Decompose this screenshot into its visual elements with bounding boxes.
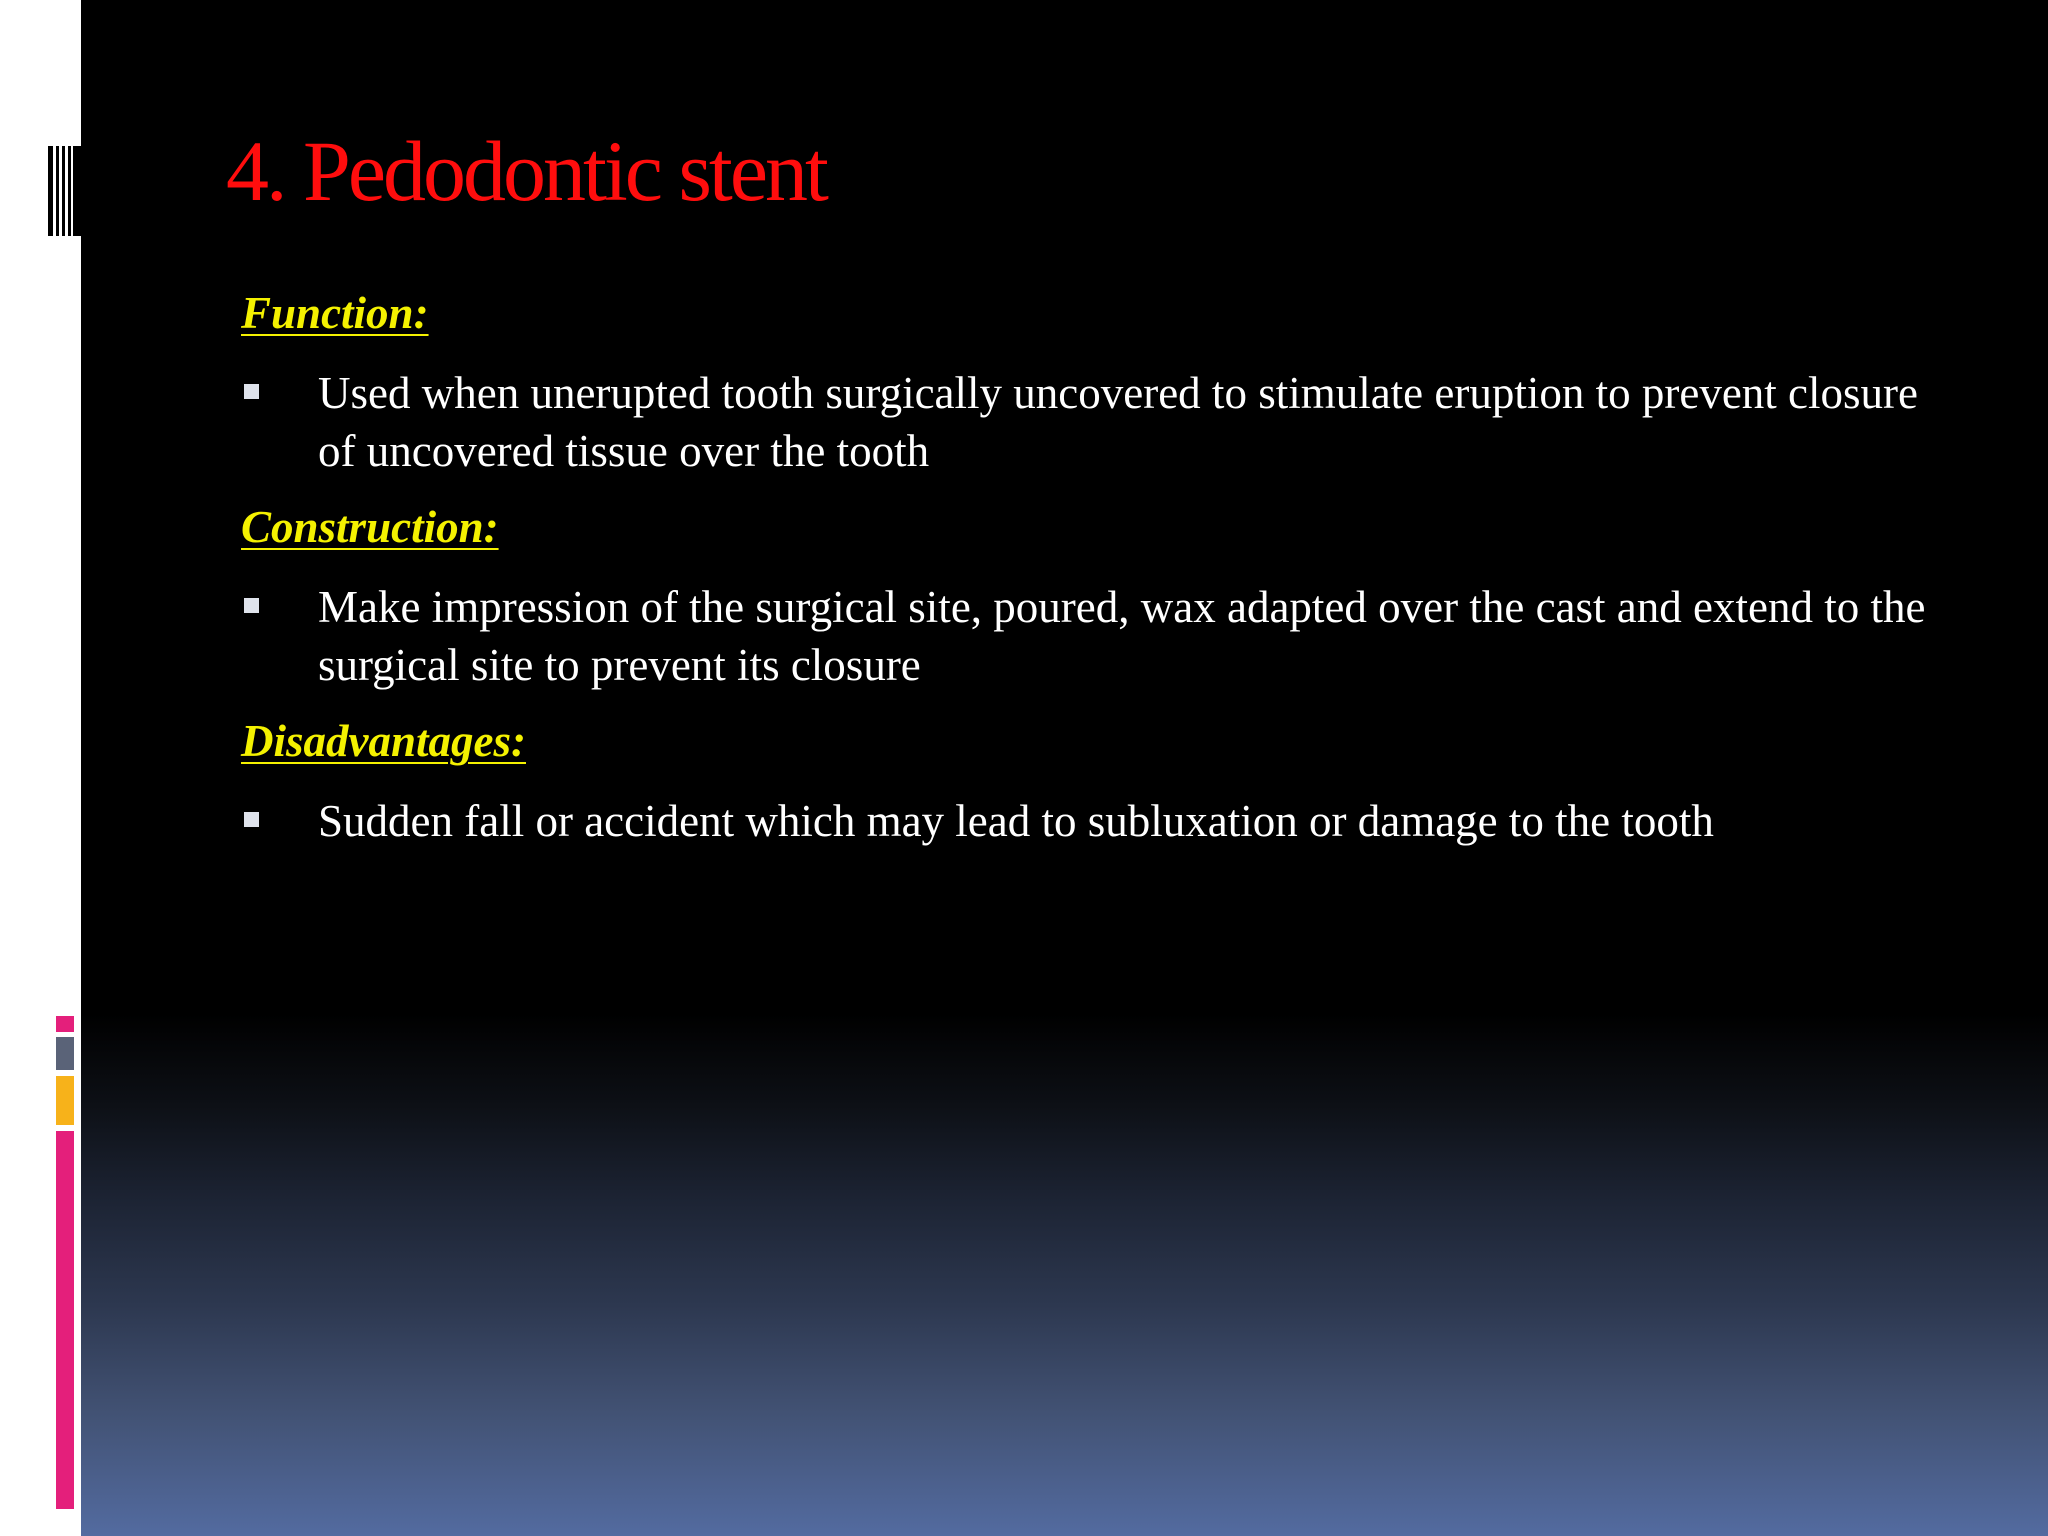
square-bullet-icon bbox=[244, 384, 259, 399]
section-heading-disadvantages: Disadvantages: bbox=[241, 716, 526, 766]
square-bullet-icon bbox=[244, 598, 259, 613]
section-heading-function: Function: bbox=[241, 288, 429, 338]
bullet-text-construction: Make impression of the surgical site, poured, wax adapted over the cast and extend to the surgical site to prevent its closure bbox=[318, 582, 1926, 690]
slide-title: 4. Pedodontic stent bbox=[226, 123, 826, 219]
square-bullet-icon bbox=[244, 812, 259, 827]
section-heading-construction: Construction: bbox=[241, 502, 499, 552]
bullet-text-disadvantages: Sudden fall or accident which may lead to subluxation or damage to the tooth bbox=[318, 796, 1714, 846]
bullet-text-function: Used when unerupted tooth surgically uncovered to stimulate eruption to prevent closure of uncovered tissue over the tooth bbox=[318, 368, 1919, 476]
